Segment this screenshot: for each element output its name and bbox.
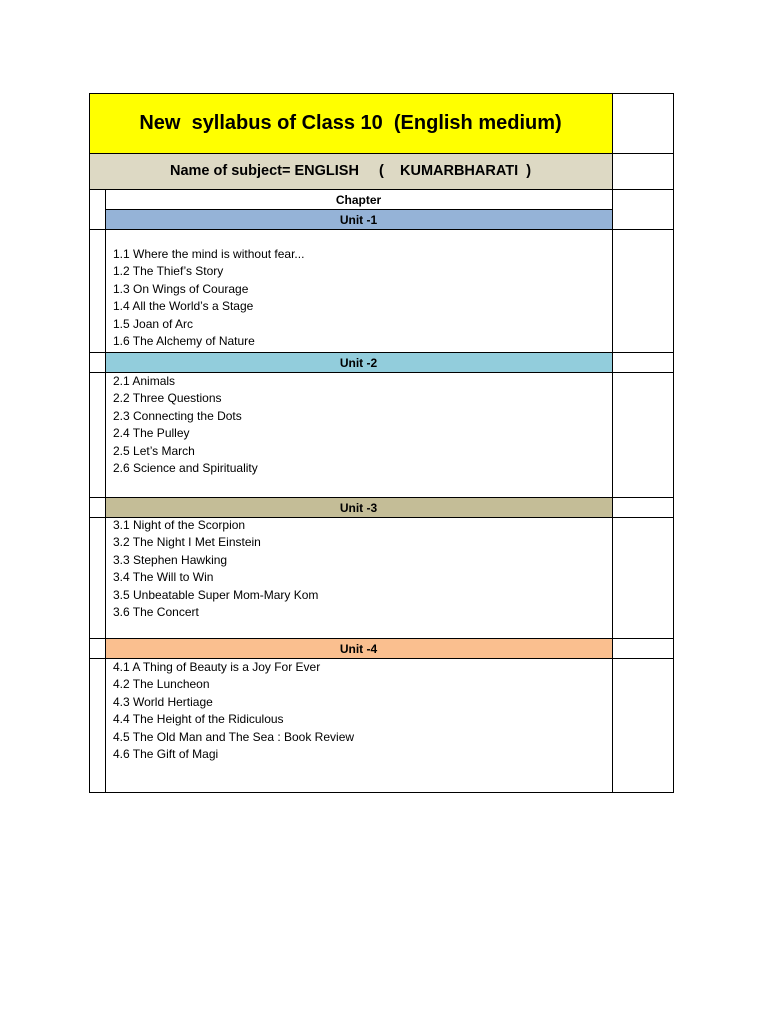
list-item: 2.2 Three Questions [113,391,222,406]
syllabus-table [89,93,674,793]
list-item: 4.3 World Hertiage [113,694,213,709]
list-item: 4.1 A Thing of Beauty is a Joy For Ever [113,660,321,674]
row-divider [89,517,674,518]
list-item: 1.1 Where the mind is without fear... [113,247,305,261]
list-item: 1.3 On Wings of Courage [113,281,249,296]
list-item: 1.5 Joan of Arc [113,316,194,331]
row-divider [89,658,674,659]
unit-3-heading: Unit -3 [339,500,378,515]
list-item: 2.3 Connecting the Dots [113,408,242,423]
list-item: 2.5 Let’s March [113,443,195,458]
subject-name: Name of subject= ENGLISH ( KUMARBHARATI ) [169,163,532,179]
row-divider [105,209,613,210]
unit-4-chapter-list [113,659,354,763]
list-item: 4.6 The Gift of Magi [113,747,219,762]
list-item: 3.1 Night of the Scorpion [113,518,246,532]
list-item: 4.4 The Height of the Ridiculous [113,712,284,727]
row-divider [89,638,674,639]
list-item: 4.5 The Old Man and The Sea : Book Review [113,729,355,744]
row-divider [89,352,674,353]
row-divider [89,372,674,373]
table-border-left [89,93,90,793]
unit-2-heading: Unit -2 [339,355,378,370]
list-item: 2.6 Science and Spirituality [113,461,258,476]
list-item: 3.3 Stephen Hawking [113,552,228,567]
chapter-column-header: Chapter [335,193,382,207]
table-border-bottom [89,792,674,793]
unit-2-chapter-list [113,373,258,477]
row-divider [89,189,674,190]
list-item: 3.6 The Concert [113,605,199,620]
unit-1-heading: Unit -1 [339,212,378,227]
list-item: 1.6 The Alchemy of Nature [113,334,255,349]
table-border-right [673,93,674,793]
list-item: 1.2 The Thief’s Story [113,264,224,279]
column-divider [612,93,613,793]
page-title: New syllabus of Class 10 (English medium) [139,111,562,134]
unit-1-chapter-list [113,246,304,350]
row-divider [89,229,674,230]
list-item: 4.2 The Luncheon [113,677,210,692]
list-item: 3.4 The Will to Win [113,570,214,585]
list-item: 1.4 All the World’s a Stage [113,299,254,314]
list-item: 2.4 The Pulley [113,426,190,441]
table-border-top [89,93,674,94]
list-item: 3.5 Unbeatable Super Mom-Mary Kom [113,587,319,602]
row-divider [89,153,674,154]
row-divider [89,497,674,498]
column-divider [105,189,106,793]
unit-3-chapter-list [113,517,318,621]
unit-4-heading: Unit -4 [339,641,378,656]
list-item: 2.1 Animals [113,374,176,388]
list-item: 3.2 The Night I Met Einstein [113,535,261,550]
